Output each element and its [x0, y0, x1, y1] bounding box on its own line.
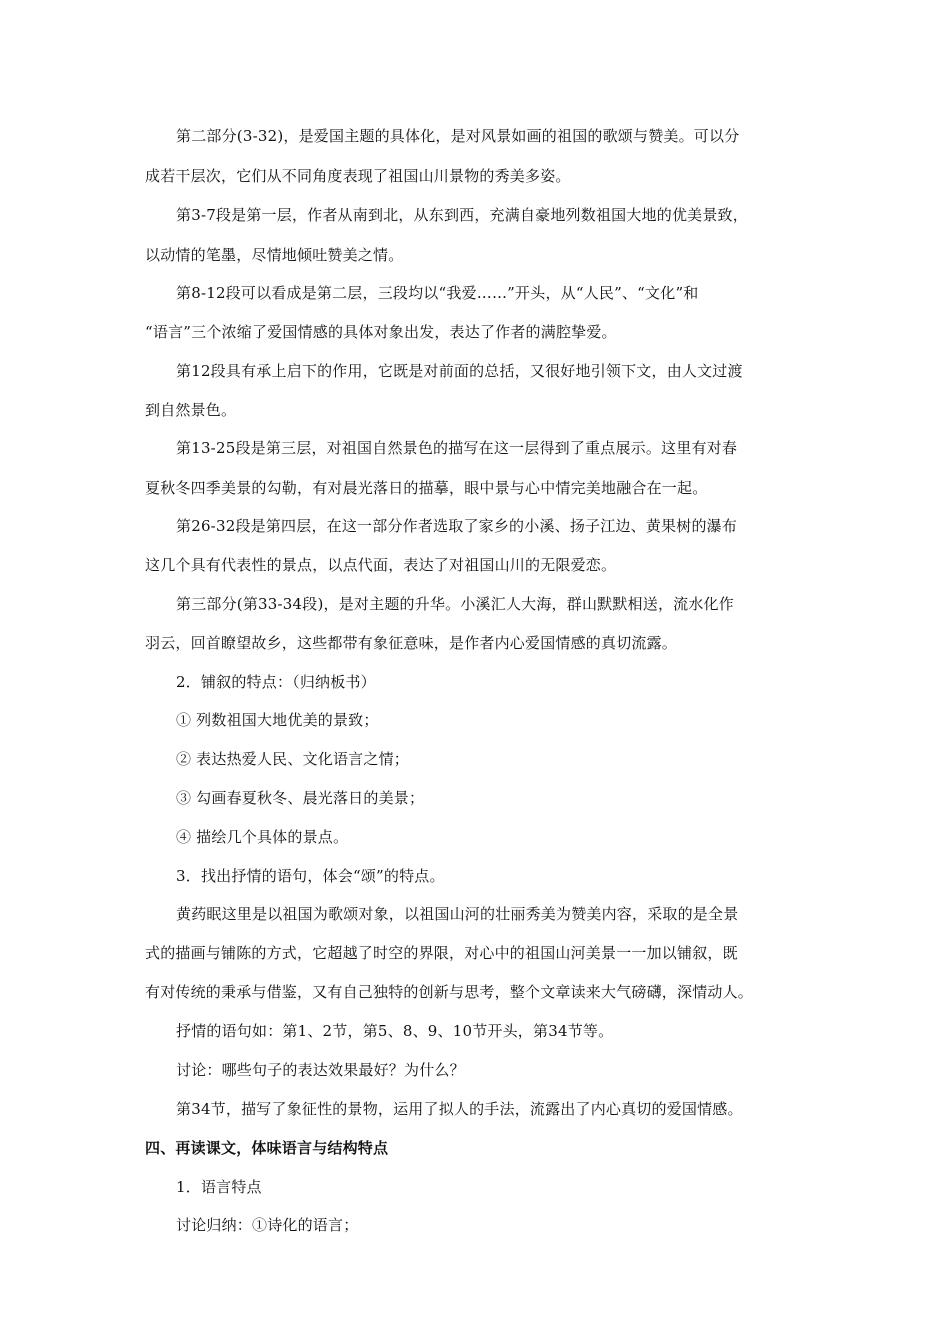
paragraph-line: 第13-25段是第三层，对祖国自然景色的描写在这一层得到了重点展示。这里有对春 — [176, 439, 738, 457]
paragraph-line: 讨论归纳：①诗化的语言； — [176, 1216, 359, 1234]
paragraph-line: 夏秋冬四季美景的勾勒，有对晨光落日的描摹，眼中景与心中情完美地融合在一起。 — [145, 479, 708, 497]
paragraph-line: “语言”三个浓缩了爱国情感的具体对象出发，表达了作者的满腔挚爱。 — [145, 323, 617, 341]
paragraph-line: 这几个具有代表性的景点，以点代面，表达了对祖国山川的无限爱恋。 — [145, 556, 617, 574]
paragraph-line: 羽云，回首瞭望故乡，这些都带有象征意味，是作者内心爱国情感的真切流露。 — [145, 634, 678, 652]
list-item: ③ 勾画春夏秋冬、晨光落日的美景； — [176, 789, 425, 807]
list-item: ④ 描绘几个具体的景点。 — [176, 828, 349, 846]
paragraph-line: 第三部分(第33-34段)，是对主题的升华。小溪汇人大海，群山默默相送，流水化作 — [176, 595, 734, 613]
paragraph-line: 式的描画与铺陈的方式，它超越了时空的界限，对心中的祖国山河美景一一加以铺叙，既 — [145, 944, 738, 962]
paragraph-line: 第34节，描写了象征性的景物，运用了拟人的手法，流露出了内心真切的爱国情感。 — [176, 1100, 743, 1118]
list-heading: 1．语言特点 — [176, 1178, 262, 1196]
paragraph-line: 成若干层次，它们从不同角度表现了祖国山川景物的秀美多姿。 — [145, 167, 571, 185]
paragraph-line: 第3-7段是第一层，作者从南到北，从东到西，充满自豪地列数祖国大地的优美景致， — [176, 206, 748, 224]
paragraph-line: 以动情的笔墨，尽情地倾吐赞美之情。 — [145, 246, 404, 264]
paragraph-line: 讨论：哪些句子的表达效果最好？为什么？ — [176, 1061, 465, 1079]
section-heading: 四、再读课文，体味语言与结构特点 — [145, 1139, 389, 1157]
paragraph-line: 第8-12段可以看成是第二层，三段均以“我爱……”开头，从“人民”、“文化”和 — [176, 284, 699, 302]
list-item: ② 表达热爱人民、文化语言之情； — [176, 750, 409, 768]
paragraph-line: 黄药眠这里是以祖国为歌颂对象，以祖国山河的壮丽秀美为赞美内容，采取的是全景 — [176, 905, 739, 923]
paragraph-line: 第12段具有承上启下的作用，它既是对前面的总括，又很好地引领下文，由人文过渡 — [176, 362, 743, 380]
list-heading: 3．找出抒情的语句，体会“颂”的特点。 — [176, 867, 445, 885]
paragraph-line: 有对传统的秉承与借鉴，又有自己独特的创新与思考，整个文章读来大气磅礴，深情动人。 — [145, 983, 754, 1001]
paragraph-line: 抒情的语句如：第1、2节，第5、8、9、10节开头，第34节等。 — [176, 1022, 614, 1040]
list-item: ① 列数祖国大地优美的景致； — [176, 711, 379, 729]
paragraph-line: 第二部分(3-32)，是爱国主题的具体化，是对风景如画的祖国的歌颂与赞美。可以分 — [176, 127, 740, 145]
paragraph-line: 第26-32段是第四层，在这一部分作者选取了家乡的小溪、扬子江边、黄果树的瀑布 — [176, 517, 738, 535]
paragraph-line: 到自然景色。 — [145, 401, 237, 419]
list-heading: 2．铺叙的特点：（归纳板书） — [176, 673, 376, 691]
